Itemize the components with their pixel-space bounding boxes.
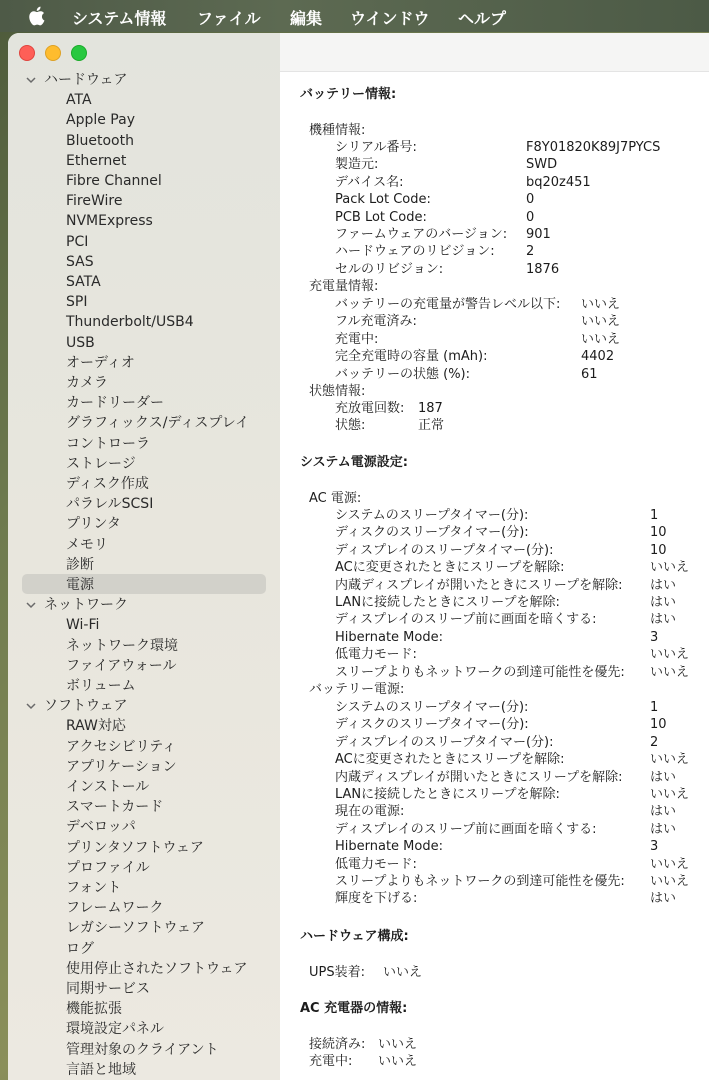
sidebar-item[interactable]: Bluetooth bbox=[66, 132, 134, 149]
info-value: いいえ bbox=[650, 787, 690, 802]
sidebar bbox=[8, 33, 280, 1080]
info-label: スリープよりもネットワークの到達可能性を優先: bbox=[335, 664, 625, 680]
info-value: いいえ bbox=[650, 856, 690, 872]
menu-app-name[interactable]: システム情報 bbox=[72, 9, 167, 28]
info-value: 2 bbox=[650, 734, 659, 750]
sidebar-item[interactable]: FireWire bbox=[66, 193, 123, 210]
sidebar-item[interactable]: プリンタソフトウェア bbox=[66, 839, 204, 856]
sidebar-item[interactable]: アプリケーション bbox=[66, 758, 177, 775]
sidebar-item[interactable]: ボリューム bbox=[66, 678, 136, 694]
info-label: LANに接続したときにスリープを解除: bbox=[335, 595, 560, 610]
info-label: 充電中: bbox=[335, 331, 379, 347]
sidebar-item[interactable]: フォント bbox=[66, 880, 122, 896]
info-value: 61 bbox=[581, 366, 598, 382]
minimize-button[interactable] bbox=[45, 45, 61, 61]
sidebar-item[interactable]: PCI bbox=[66, 233, 89, 250]
sidebar-category-network[interactable]: ネットワーク bbox=[44, 597, 128, 614]
sidebar-item[interactable]: コントローラ bbox=[66, 435, 150, 452]
sidebar-item[interactable]: パラレルSCSI bbox=[66, 496, 154, 513]
info-value: はい bbox=[650, 577, 677, 593]
sidebar-item[interactable]: Ethernet bbox=[66, 152, 127, 169]
info-label: フル充電済み: bbox=[335, 314, 417, 330]
sidebar-item[interactable]: NVMExpress bbox=[66, 213, 153, 230]
info-value: 正常 bbox=[418, 418, 445, 434]
sidebar-item[interactable]: ネットワーク環境 bbox=[66, 637, 178, 654]
info-label: ディスクのスリープタイマー(分): bbox=[335, 717, 529, 733]
info-label: LANに接続したときにスリープを解除: bbox=[335, 787, 560, 802]
info-label: ACに変更されたときにスリープを解除: bbox=[335, 752, 565, 768]
sidebar-item[interactable]: USB bbox=[66, 334, 95, 351]
info-label: セルのリビジョン: bbox=[335, 261, 444, 277]
menu-file[interactable]: ファイル bbox=[197, 9, 261, 28]
sidebar-item[interactable]: ATA bbox=[66, 92, 92, 109]
info-label: ハードウェアのリビジョン: bbox=[335, 244, 495, 260]
sidebar-category-hardware[interactable]: ハードウェア bbox=[44, 72, 128, 88]
sidebar-item[interactable]: フレームワーク bbox=[66, 900, 164, 917]
menu-bar bbox=[0, 0, 709, 32]
info-value: 2 bbox=[526, 244, 535, 260]
info-label: スリープよりもネットワークの到達可能性を優先: bbox=[335, 874, 625, 889]
sidebar-item[interactable]: カメラ bbox=[66, 375, 108, 391]
sidebar-item[interactable]: SAS bbox=[66, 253, 94, 270]
info-label: Hibernate Mode: bbox=[335, 629, 443, 645]
sidebar-item[interactable]: SPI bbox=[66, 294, 88, 311]
info-value: いいえ bbox=[383, 965, 423, 980]
info-label: PCB Lot Code: bbox=[335, 209, 427, 225]
apple-logo-icon[interactable] bbox=[26, 5, 46, 27]
menu-edit[interactable]: 編集 bbox=[290, 9, 323, 28]
info-label: ディスクのスリープタイマー(分): bbox=[335, 525, 529, 541]
group-title: 機種情報: bbox=[309, 123, 366, 138]
sidebar-item[interactable]: プリンタ bbox=[66, 516, 121, 533]
info-label: UPS装着: bbox=[309, 965, 365, 980]
info-value: いいえ bbox=[650, 664, 690, 680]
info-value: はい bbox=[650, 595, 677, 610]
info-value: 1 bbox=[650, 700, 659, 715]
info-value: 10 bbox=[650, 525, 667, 541]
info-label: 充電中: bbox=[309, 1054, 353, 1070]
info-value: SWD bbox=[526, 157, 558, 173]
sidebar-item[interactable]: グラフィックス/ディスプレイ bbox=[66, 415, 250, 432]
info-value: はい bbox=[650, 821, 677, 837]
section-title: AC 充電器の情報: bbox=[300, 1001, 408, 1016]
menu-window[interactable]: ウインドウ bbox=[350, 9, 430, 28]
group-title: 充電量情報: bbox=[309, 279, 379, 294]
info-label: ディスプレイのスリープタイマー(分): bbox=[335, 542, 554, 558]
info-value: いいえ bbox=[581, 314, 621, 330]
info-value: bq20z451 bbox=[526, 174, 591, 190]
section-title: バッテリー情報: bbox=[300, 87, 397, 102]
info-label: ディスプレイのスリープ前に画面を暗くする: bbox=[335, 612, 597, 628]
sidebar-item[interactable]: スマートカード bbox=[66, 799, 164, 816]
info-label: 現在の電源: bbox=[335, 804, 405, 820]
info-value: 1 bbox=[650, 508, 659, 523]
sidebar-item[interactable]: アクセシビリティ bbox=[66, 738, 177, 755]
info-value: 10 bbox=[650, 717, 667, 733]
sidebar-item[interactable]: 使用停止されたソフトウェア bbox=[66, 960, 248, 977]
info-value: いいえ bbox=[650, 752, 690, 768]
sidebar-item[interactable]: 機能拡張 bbox=[66, 1001, 122, 1018]
group-title: バッテリー電源: bbox=[309, 682, 405, 697]
info-label: ディスプレイのスリープタイマー(分): bbox=[335, 734, 554, 750]
sidebar-item[interactable]: Wi-Fi bbox=[66, 617, 100, 634]
info-label: 輝度を下げる: bbox=[335, 891, 418, 907]
info-label: Hibernate Mode: bbox=[335, 839, 443, 855]
sidebar-item[interactable]: ストレージ bbox=[66, 455, 136, 472]
info-label: 充放電回数: bbox=[335, 401, 405, 416]
info-label: 接続済み: bbox=[309, 1037, 366, 1052]
info-label: ACに変更されたときにスリープを解除: bbox=[335, 560, 565, 576]
section-title: システム電源設定: bbox=[300, 455, 408, 470]
info-value: いいえ bbox=[378, 1054, 418, 1070]
info-value: はい bbox=[650, 769, 677, 785]
info-label: システムのスリープタイマー(分): bbox=[335, 700, 529, 715]
detail-pane bbox=[280, 33, 709, 1080]
sidebar-item[interactable]: レガシーソフトウェア bbox=[66, 920, 205, 937]
sidebar-item[interactable]: SATA bbox=[66, 274, 101, 290]
info-value: いいえ bbox=[650, 874, 690, 889]
info-value: 901 bbox=[526, 227, 551, 242]
group-title: AC 電源: bbox=[309, 491, 362, 506]
info-value: 0 bbox=[526, 192, 535, 208]
info-value: はい bbox=[650, 804, 677, 820]
sidebar-item[interactable]: ファイアウォール bbox=[66, 657, 177, 674]
sidebar-category-software[interactable]: ソフトウェア bbox=[44, 698, 128, 715]
info-value: 4402 bbox=[581, 349, 615, 365]
info-label: システムのスリープタイマー(分): bbox=[335, 508, 529, 523]
info-value: いいえ bbox=[581, 297, 621, 312]
info-value: はい bbox=[650, 612, 677, 628]
sidebar-item[interactable]: 診断 bbox=[66, 556, 94, 573]
sidebar-item[interactable]: ディスク作成 bbox=[66, 476, 149, 492]
sidebar-item[interactable]: デベロッパ bbox=[66, 819, 136, 836]
info-value: いいえ bbox=[378, 1037, 418, 1052]
info-label: Pack Lot Code: bbox=[335, 192, 431, 208]
info-value: いいえ bbox=[581, 331, 621, 347]
info-value: 3 bbox=[650, 839, 659, 855]
info-label: 低電力モード: bbox=[335, 856, 417, 872]
info-value: いいえ bbox=[650, 647, 690, 663]
sidebar-item[interactable]: インストール bbox=[66, 779, 150, 795]
info-value: 3 bbox=[650, 629, 659, 645]
info-value: いいえ bbox=[650, 560, 690, 576]
info-label: 内蔵ディスプレイが開いたときにスリープを解除: bbox=[335, 769, 623, 785]
sidebar-item[interactable]: Thunderbolt/USB4 bbox=[66, 314, 194, 331]
system-information-window bbox=[8, 33, 709, 1080]
sidebar-item[interactable]: カードリーダー bbox=[66, 395, 164, 412]
detail-header-bar bbox=[280, 33, 709, 72]
info-label: 低電力モード: bbox=[335, 647, 417, 663]
info-label: 製造元: bbox=[335, 157, 379, 173]
sidebar-item[interactable]: Fibre Channel bbox=[66, 173, 162, 189]
sidebar-item[interactable]: 言語と地域 bbox=[66, 1061, 136, 1078]
info-value: 10 bbox=[650, 542, 667, 558]
sidebar-item[interactable]: Apple Pay bbox=[66, 112, 135, 129]
sidebar-item[interactable]: 管理対象のクライアント bbox=[66, 1041, 219, 1058]
group-title: 状態情報: bbox=[309, 384, 366, 399]
info-label: バッテリーの状態 (%): bbox=[335, 366, 471, 382]
info-value: はい bbox=[650, 891, 677, 907]
chevron-down-icon[interactable] bbox=[25, 599, 37, 611]
sidebar-item[interactable]: 環境設定パネル bbox=[66, 1021, 164, 1038]
sidebar-item[interactable]: 同期サービス bbox=[66, 981, 150, 997]
info-label: シリアル番号: bbox=[335, 140, 417, 155]
sidebar-selection-highlight bbox=[22, 574, 266, 594]
info-label: バッテリーの充電量が警告レベル以下: bbox=[335, 297, 561, 312]
chevron-down-icon[interactable] bbox=[25, 74, 37, 86]
sidebar-item[interactable]: メモリ bbox=[66, 536, 108, 553]
info-label: デバイス名: bbox=[335, 174, 404, 190]
sidebar-item[interactable]: プロファイル bbox=[66, 859, 150, 876]
sidebar-item[interactable]: ログ bbox=[66, 940, 94, 957]
info-value: 0 bbox=[526, 209, 535, 225]
sidebar-item[interactable]: オーディオ bbox=[66, 354, 135, 371]
info-label: 完全充電時の容量 (mAh): bbox=[335, 349, 488, 365]
info-label: ディスプレイのスリープ前に画面を暗くする: bbox=[335, 821, 597, 837]
section-title: ハードウェア構成: bbox=[300, 929, 409, 944]
chevron-down-icon[interactable] bbox=[25, 700, 37, 712]
close-button[interactable] bbox=[19, 45, 35, 61]
sidebar-item[interactable]: 電源 bbox=[66, 577, 94, 593]
menu-help[interactable]: ヘルプ bbox=[458, 9, 507, 28]
sidebar-item[interactable]: RAW対応 bbox=[66, 718, 126, 735]
info-value: F8Y01820K89J7PYCS bbox=[526, 140, 661, 155]
info-label: 内蔵ディスプレイが開いたときにスリープを解除: bbox=[335, 577, 623, 593]
info-label: ファームウェアのバージョン: bbox=[335, 227, 508, 242]
info-value: 1876 bbox=[526, 261, 560, 277]
zoom-button[interactable] bbox=[71, 45, 87, 61]
info-label: 状態: bbox=[335, 418, 366, 434]
info-value: 187 bbox=[418, 401, 443, 416]
